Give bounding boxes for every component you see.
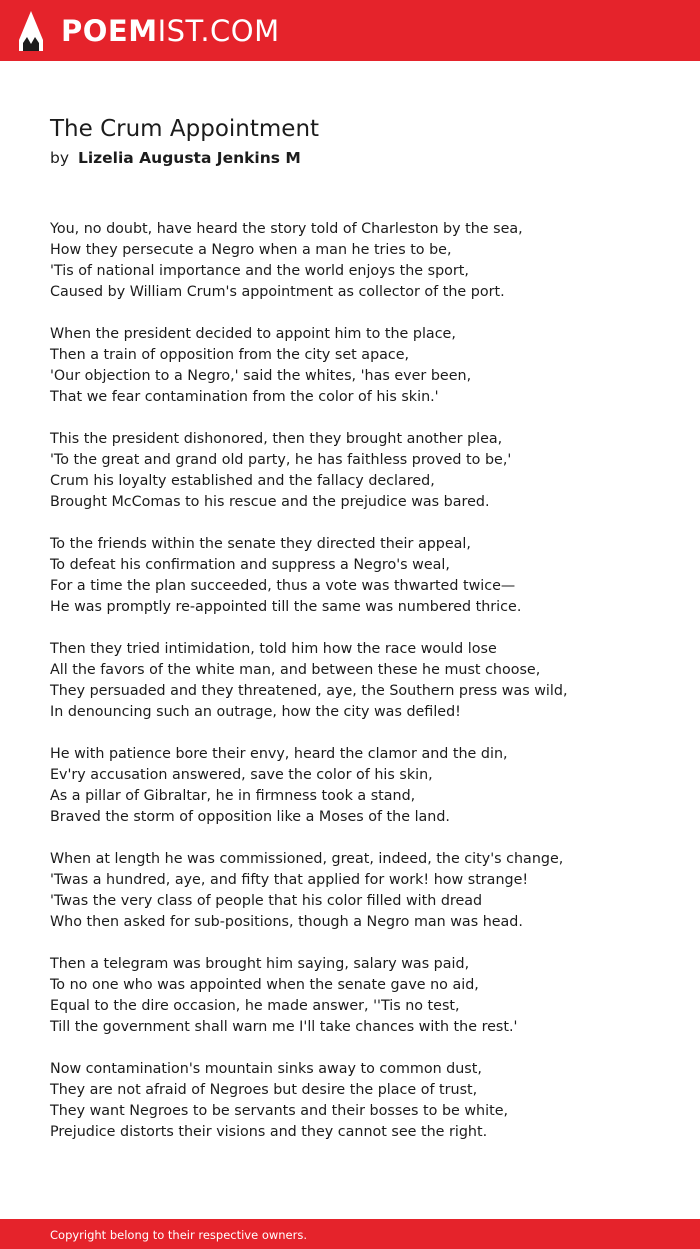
poem-line: 'Tis of national importance and the world enjoys the sport, xyxy=(50,263,469,279)
poem-title: The Crum Appointment xyxy=(50,116,320,142)
poem-line: Who then asked for sub-positions, though a Negro man was head. xyxy=(50,914,523,930)
poem-line: Then a train of opposition from the city set apace, xyxy=(50,347,410,363)
poem-line: All the favors of the white man, and between these he must choose, xyxy=(50,662,541,678)
poem-line: In denouncing such an outrage, how the city was defiled! xyxy=(50,704,461,720)
poem-stanza xyxy=(50,324,670,408)
poem-line: Crum his loyalty established and the fallacy declared, xyxy=(50,473,435,489)
poem-line: 'To the great and grand old party, he has faithless proved to be,' xyxy=(50,452,512,468)
poem-stanza xyxy=(50,849,670,933)
poem-line: This the president dishonored, then they brought another plea, xyxy=(50,431,503,447)
footer-copyright: Copyright belong to their respective owners. xyxy=(50,1228,308,1242)
poem-line: 'Our objection to a Negro,' said the whites, 'has ever been, xyxy=(50,368,472,384)
poem-stanza xyxy=(50,534,670,618)
poem-line: Caused by William Crum's appointment as collector of the port. xyxy=(50,284,505,300)
poem-line: To the friends within the senate they directed their appeal, xyxy=(50,536,471,552)
poem-line: They persuaded and they threatened, aye, the Southern press was wild, xyxy=(50,683,568,699)
pen-nib-icon xyxy=(18,10,44,52)
poem-line: Now contamination's mountain sinks away to common dust, xyxy=(50,1061,482,1077)
poem-line: 'Twas a hundred, aye, and fifty that applied for work! how strange! xyxy=(50,872,529,888)
poem-body xyxy=(50,219,670,1164)
poem-line: Prejudice distorts their visions and they cannot see the right. xyxy=(50,1124,488,1140)
poem-line: When the president decided to appoint him to the place, xyxy=(50,326,456,342)
poem-line: Braved the storm of opposition like a Moses of the land. xyxy=(50,809,450,825)
poem-line: To defeat his confirmation and suppress a Negro's weal, xyxy=(50,557,450,573)
poem-line: To no one who was appointed when the senate gave no aid, xyxy=(50,977,479,993)
site-header xyxy=(0,0,700,61)
poem-line: As a pillar of Gibraltar, he in firmness took a stand, xyxy=(50,788,416,804)
poem-stanza xyxy=(50,1059,670,1143)
poem-line: 'Twas the very class of people that his color filled with dread xyxy=(50,893,483,909)
poem-stanza xyxy=(50,639,670,723)
poem-stanza xyxy=(50,429,670,513)
poem-stanza xyxy=(50,219,670,303)
poem-author: Lizelia Augusta Jenkins M xyxy=(77,149,301,167)
poem-line: He was promptly re-appointed till the same was numbered thrice. xyxy=(50,599,522,615)
poem-line: When at length he was commissioned, great, indeed, the city's change, xyxy=(50,851,564,867)
poem-line: Then a telegram was brought him saying, salary was paid, xyxy=(50,956,470,972)
site-logo-text xyxy=(61,13,280,48)
poem-line: They are not afraid of Negroes but desire the place of trust, xyxy=(50,1082,478,1098)
site-footer xyxy=(0,1219,700,1249)
site-logo-link[interactable] xyxy=(18,10,280,52)
poem-line: Ev'ry accusation answered, save the color of his skin, xyxy=(50,767,433,783)
by-label: by xyxy=(50,149,70,167)
poem-line: Till the government shall warn me I'll take chances with the rest.' xyxy=(50,1019,518,1035)
poem-line: Equal to the dire occasion, he made answer, ''Tis no test, xyxy=(50,998,460,1014)
poem-line: How they persecute a Negro when a man he tries to be, xyxy=(50,242,452,258)
poem-line: For a time the plan succeeded, thus a vote was thwarted twice— xyxy=(50,578,516,594)
poem-line: He with patience bore their envy, heard the clamor and the din, xyxy=(50,746,508,762)
logo-bold-part: POEM xyxy=(61,13,158,48)
poem-line: You, no doubt, have heard the story told of Charleston by the sea, xyxy=(50,221,523,237)
poem-line: Brought McComas to his rescue and the prejudice was bared. xyxy=(50,494,490,510)
poem-byline xyxy=(50,149,301,167)
poem-stanza xyxy=(50,954,670,1038)
poem-line: They want Negroes to be servants and their bosses to be white, xyxy=(50,1103,509,1119)
poem-line: Then they tried intimidation, told him how the race would lose xyxy=(50,641,497,657)
poem-line: That we fear contamination from the color of his skin.' xyxy=(50,389,439,405)
poem-stanza xyxy=(50,744,670,828)
logo-light-part: IST.COM xyxy=(157,13,280,48)
